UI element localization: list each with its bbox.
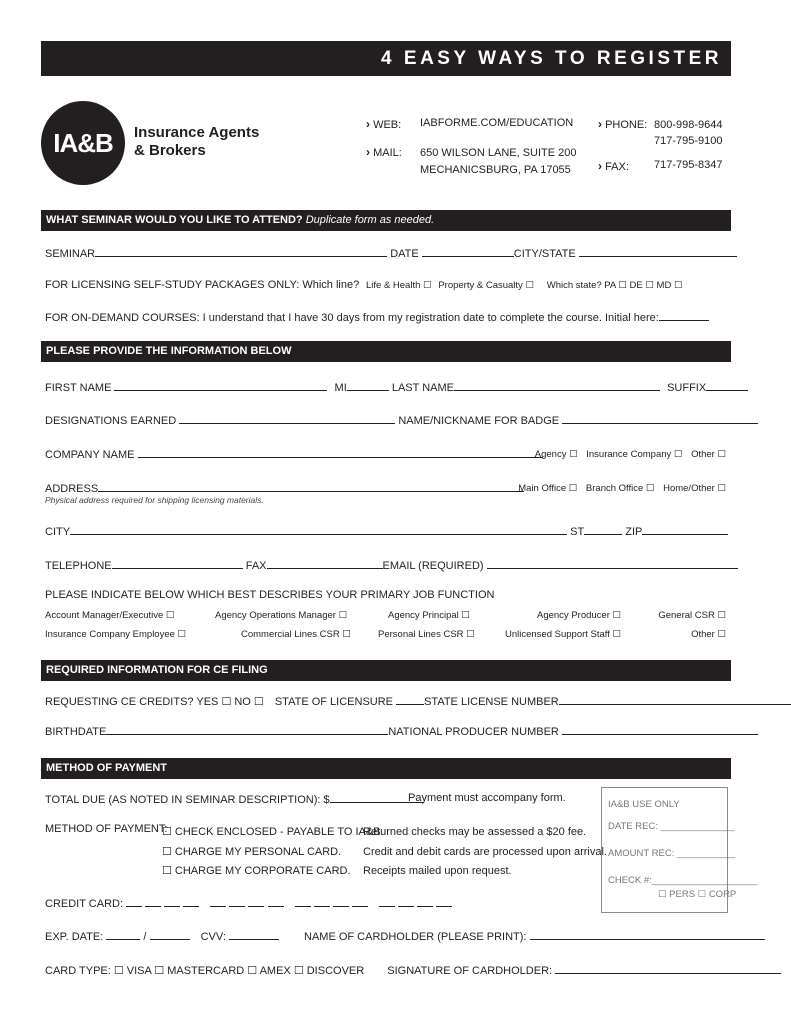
job-row1-col2[interactable]: Agency Operations Manager ☐: [215, 610, 348, 621]
chevron-right-icon: ›: [366, 145, 370, 159]
state-licensure-label: STATE OF LICENSURE: [274, 696, 394, 708]
fax-field-label: FAX: [245, 560, 267, 572]
ce-credits-row: [45, 694, 791, 708]
method-label: METHOD OF PAYMENT:: [45, 823, 168, 835]
cc-digit[interactable]: [210, 896, 226, 907]
iab-logo: [41, 101, 125, 185]
phone-2: 717-795-9100: [654, 135, 723, 147]
on-demand-row: [45, 310, 709, 324]
birthdate-field[interactable]: [106, 724, 388, 735]
state-license-number-label: STATE LICENSE NUMBER: [424, 696, 559, 708]
cc-digit[interactable]: [164, 896, 180, 907]
payment-notes: [363, 823, 607, 882]
charge-corporate-checkbox[interactable]: ☐ CHARGE MY CORPORATE CARD.: [162, 865, 351, 877]
cardholder-name-label: NAME OF CARDHOLDER (PLEASE PRINT):: [304, 931, 527, 943]
mail-label: MAIL:: [373, 147, 402, 159]
seminar-field[interactable]: [95, 246, 387, 257]
city-state-label: CITY/STATE: [513, 248, 576, 260]
mail-contact: [366, 145, 402, 159]
exp-slash: /: [143, 931, 147, 943]
fax-contact: [598, 159, 629, 173]
cc-digit[interactable]: [145, 896, 161, 907]
address-note: Physical address required for shipping licensing materials.: [45, 495, 264, 505]
logo-mark: IA&B: [53, 128, 113, 158]
producer-number-field[interactable]: [562, 724, 758, 735]
signature-label: SIGNATURE OF CARDHOLDER:: [387, 965, 553, 977]
credit-debit-note: Credit and debit cards are processed upon arrival.: [363, 845, 607, 858]
address-field[interactable]: [98, 481, 524, 492]
credit-card-row: [45, 896, 452, 910]
date-rec: DATE REC: ______________: [608, 821, 735, 832]
nickname-label: NAME/NICKNAME FOR BADGE: [398, 415, 560, 427]
first-name-label: FIRST NAME: [45, 382, 112, 394]
card-type-row: [45, 963, 781, 977]
address-type-options: [518, 483, 726, 494]
agency-checkbox[interactable]: Agency ☐: [534, 449, 578, 460]
logo-line-1: Insurance Agents: [134, 124, 260, 141]
fax-field[interactable]: [267, 558, 383, 569]
total-due-label: TOTAL DUE (AS NOTED IN SEMINAR DESCRIPTION): $: [45, 794, 330, 806]
job-row2-col2[interactable]: Commercial Lines CSR ☐: [241, 629, 351, 640]
state-licensure-field[interactable]: [396, 694, 424, 705]
info-section-header: [41, 341, 731, 362]
on-demand-text: FOR ON-DEMAND COURSES: I understand that I have 30 days from my registration date to complete the course. Initial here:: [45, 312, 659, 324]
last-name-field[interactable]: [454, 380, 660, 391]
logo-name: [134, 124, 259, 160]
st-field[interactable]: [584, 524, 622, 535]
job-row1-col5[interactable]: General CSR ☐: [658, 610, 726, 621]
cardholder-name-field[interactable]: [530, 929, 765, 940]
company-type-options: [535, 449, 726, 460]
cc-digit[interactable]: [126, 896, 142, 907]
first-name-field[interactable]: [114, 380, 327, 391]
logo-line-2: & Brokers: [134, 142, 206, 159]
cc-digit[interactable]: [248, 896, 264, 907]
phone-contact: [598, 117, 647, 131]
cc-digit[interactable]: [436, 896, 452, 907]
seminar-section-header: [41, 210, 731, 231]
job-row2-col3[interactable]: Personal Lines CSR ☐: [378, 629, 475, 640]
designations-label: DESIGNATIONS EARNED: [45, 415, 177, 427]
date-label: DATE: [390, 248, 419, 260]
initial-field[interactable]: [659, 310, 709, 321]
cvv-label: CVV:: [200, 931, 226, 943]
exp-date-row: [45, 929, 765, 943]
job-function-title: PLEASE INDICATE BELOW WHICH BEST DESCRIBES YOUR PRIMARY JOB FUNCTION: [45, 589, 495, 601]
st-label: ST: [570, 526, 585, 538]
seminar-section-note: Duplicate form as needed.: [305, 214, 435, 226]
cc-digit[interactable]: [417, 896, 433, 907]
phone-numbers: [654, 117, 723, 149]
header-banner: [41, 41, 731, 76]
property-casualty-checkbox[interactable]: Property & Casualty ☐: [438, 280, 534, 291]
returned-checks-note: Returned checks may be assessed a $20 fee.: [363, 826, 587, 838]
card-type-checkboxes[interactable]: CARD TYPE: ☐ VISA ☐ MASTERCARD ☐ AMEX ☐ DISCOVER: [45, 965, 365, 977]
company-row: [45, 447, 543, 461]
suffix-label: SUFFIX: [667, 382, 707, 394]
web-label: WEB:: [373, 119, 402, 131]
banner-title: 4 EASY WAYS TO REGISTER: [381, 48, 722, 69]
chevron-right-icon: ›: [366, 117, 370, 131]
cvv-field[interactable]: [229, 929, 279, 940]
exp-date-label: EXP. DATE:: [45, 931, 104, 943]
telephone-field[interactable]: [112, 558, 243, 569]
credit-card-label: CREDIT CARD:: [45, 898, 124, 910]
cc-digit[interactable]: [229, 896, 245, 907]
ce-section-header: [41, 660, 731, 681]
web-value[interactable]: IABFORME.COM/EDUCATION: [420, 117, 574, 129]
payment-must-accompany: Payment must accompany form.: [408, 792, 566, 804]
insurance-company-checkbox[interactable]: Insurance Company ☐: [586, 449, 683, 460]
date-field[interactable]: [422, 246, 514, 257]
main-office-checkbox[interactable]: Main Office ☐: [518, 483, 578, 494]
phone-row: [45, 558, 738, 572]
office-use-box: [601, 787, 758, 913]
licensing-row: [45, 279, 682, 291]
name-row: [45, 380, 748, 394]
phone-1: 800-998-9644: [654, 119, 723, 131]
company-name-label: COMPANY NAME: [45, 449, 135, 461]
birthdate-label: BIRTHDATE: [45, 726, 107, 738]
designations-row: [45, 413, 758, 427]
job-row1-col3[interactable]: Agency Principal ☐: [388, 610, 470, 621]
charge-personal-checkbox[interactable]: ☐ CHARGE MY PERSONAL CARD.: [162, 845, 342, 858]
last-name-label: LAST NAME: [391, 382, 454, 394]
city-label: CITY: [45, 526, 71, 538]
cc-digit[interactable]: [398, 896, 414, 907]
office-use-title: IA&B USE ONLY: [608, 799, 680, 810]
address-label: ADDRESS: [45, 483, 99, 495]
exp-month-field[interactable]: [106, 929, 140, 940]
telephone-label: TELEPHONE: [45, 560, 112, 572]
designations-field[interactable]: [179, 413, 395, 424]
ce-section-title: REQUIRED INFORMATION FOR CE FILING: [46, 664, 268, 676]
suffix-field[interactable]: [706, 380, 748, 391]
payment-options: [162, 823, 384, 882]
payment-section-title: METHOD OF PAYMENT: [46, 762, 168, 774]
mi-label: MI: [334, 382, 347, 394]
signature-field[interactable]: [555, 963, 781, 974]
info-section-title: PLEASE PROVIDE THE INFORMATION BELOW: [46, 345, 292, 357]
cc-digit[interactable]: [352, 896, 368, 907]
total-due-row: [45, 792, 424, 806]
exp-year-field[interactable]: [150, 929, 190, 940]
zip-label: ZIP: [625, 526, 643, 538]
zip-field[interactable]: [642, 524, 728, 535]
seminar-row: [45, 246, 737, 260]
fax-label: FAX:: [605, 161, 629, 173]
cc-digit[interactable]: [314, 896, 330, 907]
cc-digit[interactable]: [379, 896, 395, 907]
job-row2-col5[interactable]: Other ☐: [691, 629, 726, 640]
producer-number-label: NATIONAL PRODUCER NUMBER: [388, 726, 559, 738]
state-license-number-field[interactable]: [559, 694, 791, 705]
email-field[interactable]: [487, 558, 738, 569]
chevron-right-icon: ›: [598, 159, 602, 173]
amount-rec: AMOUNT REC: ___________: [608, 848, 736, 859]
job-row2-col1[interactable]: Insurance Company Employee ☐: [45, 629, 187, 640]
email-label: EMAIL (REQUIRED): [382, 560, 484, 572]
mail-line-1: 650 WILSON LANE, SUITE 200: [420, 147, 577, 159]
check-enclosed-checkbox[interactable]: ☐ CHECK ENCLOSED - PAYABLE TO IA&B.: [162, 826, 384, 838]
job-row2-col4[interactable]: Unlicensed Support Staff ☐: [505, 629, 622, 640]
other-company-checkbox[interactable]: Other ☐: [691, 449, 726, 460]
cc-digit[interactable]: [333, 896, 349, 907]
which-state-checkboxes[interactable]: Which state? PA ☐ DE ☐ MD ☐: [546, 280, 683, 291]
receipts-note: Receipts mailed upon request.: [363, 865, 512, 877]
cc-digit[interactable]: [183, 896, 199, 907]
job-row1-col4[interactable]: Agency Producer ☐: [537, 610, 622, 621]
phone-label: PHONE:: [605, 119, 648, 131]
licensing-label: FOR LICENSING SELF-STUDY PACKAGES ONLY: Which line?: [45, 279, 360, 291]
pers-corp-checkboxes: ☐ PERS ☐ CORP: [658, 889, 737, 900]
mail-line-2: MECHANICSBURG, PA 17055: [420, 164, 571, 176]
job-row1-col1[interactable]: Account Manager/Executive ☐: [45, 610, 175, 621]
nickname-field[interactable]: [562, 413, 758, 424]
cc-digit[interactable]: [295, 896, 311, 907]
fax-value: 717-795-8347: [654, 159, 723, 171]
branch-office-checkbox[interactable]: Branch Office ☐: [585, 483, 655, 494]
web-contact: [366, 117, 401, 131]
city-row: [45, 524, 728, 538]
company-name-field[interactable]: [138, 447, 543, 458]
seminar-section-title: WHAT SEMINAR WOULD YOU LIKE TO ATTEND?: [46, 214, 303, 226]
city-state-field[interactable]: [579, 246, 737, 257]
check-number: CHECK #:____________________: [608, 875, 758, 886]
birthdate-row: [45, 724, 758, 738]
city-field[interactable]: [70, 524, 567, 535]
cc-digit[interactable]: [268, 896, 284, 907]
home-other-checkbox[interactable]: Home/Other ☐: [663, 483, 726, 494]
life-health-checkbox[interactable]: Life & Health ☐: [365, 280, 432, 291]
mail-address: [420, 145, 577, 179]
address-row: [45, 481, 524, 495]
requesting-ce-checkboxes[interactable]: REQUESTING CE CREDITS? YES ☐ NO ☐: [45, 696, 264, 708]
mi-field[interactable]: [347, 380, 389, 391]
chevron-right-icon: ›: [598, 117, 602, 131]
seminar-label: SEMINAR: [45, 248, 96, 260]
payment-section-header: [41, 758, 731, 779]
